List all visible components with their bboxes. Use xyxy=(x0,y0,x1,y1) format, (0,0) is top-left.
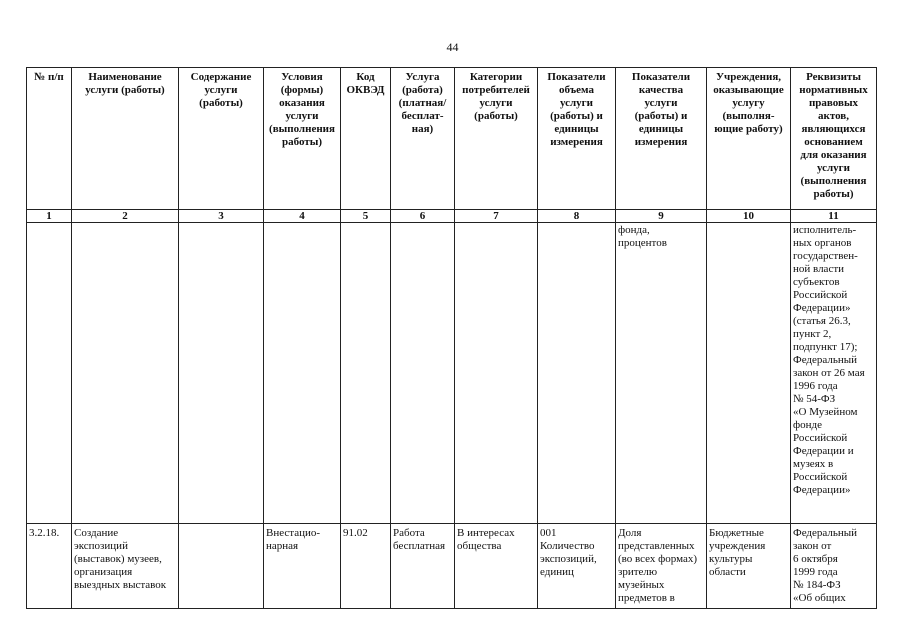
services-registry-table xyxy=(26,67,877,609)
cell-quality-indicators: фонда, процентов xyxy=(616,223,707,524)
header-cell-service-name: Наименование услуги (работы) xyxy=(72,68,179,210)
cell-consumers: В интересах общества xyxy=(455,524,538,609)
table-header-row xyxy=(27,68,877,210)
header-cell-okved: Код ОКВЭД xyxy=(341,68,391,210)
column-number: 7 xyxy=(455,210,538,223)
cell-consumers xyxy=(455,223,538,524)
cell-number xyxy=(27,223,72,524)
column-number: 4 xyxy=(264,210,341,223)
cell-content xyxy=(179,223,264,524)
header-cell-institutions: Учреждения, оказывающие услугу (выполня- ющие работу) xyxy=(707,68,791,210)
header-cell-quality-indicators: Показатели качества услуги (работы) и единицы измерения xyxy=(616,68,707,210)
column-number: 5 xyxy=(341,210,391,223)
table-row-continuation xyxy=(27,223,877,524)
cell-number: 3.2.18. xyxy=(27,524,72,609)
column-number: 10 xyxy=(707,210,791,223)
cell-legal-acts: Федеральный закон от 6 октября 1999 года № 184-ФЗ «Об общих xyxy=(791,524,877,609)
cell-legal-acts: исполнитель- ных органов государствен- ной власти субъектов Российской Федерации» (статья 26.3, пункт 2, подпункт 17); Федеральный закон от 26 мая 1996 года № 54-ФЗ «О Музейном фонде Российской Федерации и музеях в Российской Федерации» xyxy=(791,223,877,524)
header-cell-consumers: Категории потребителей услуги (работы) xyxy=(455,68,538,210)
cell-paid-free: Работа бесплатная xyxy=(391,524,455,609)
cell-conditions xyxy=(264,223,341,524)
column-number: 8 xyxy=(538,210,616,223)
cell-volume-indicators xyxy=(538,223,616,524)
column-number-row xyxy=(27,210,877,223)
page-number: 44 xyxy=(446,40,459,54)
header-cell-legal-acts: Реквизиты нормативных правовых актов, являющихся основанием для оказания услуги (выполнения работы) xyxy=(791,68,877,210)
header-cell-volume-indicators: Показатели объема услуги (работы) и единицы измерения xyxy=(538,68,616,210)
cell-conditions: Внестацио- нарная xyxy=(264,524,341,609)
cell-okved: 91.02 xyxy=(341,524,391,609)
cell-paid-free xyxy=(391,223,455,524)
cell-institutions: Бюджетные учреждения культуры области xyxy=(707,524,791,609)
column-number: 6 xyxy=(391,210,455,223)
column-number: 11 xyxy=(791,210,877,223)
cell-content xyxy=(179,524,264,609)
header-cell-number: № п/п xyxy=(27,68,72,210)
header-cell-conditions: Условия (формы) оказания услуги (выполнения работы) xyxy=(264,68,341,210)
cell-service-name: Создание экспозиций (выставок) музеев, организация выездных выставок xyxy=(72,524,179,609)
table-row-3-2-18 xyxy=(27,524,877,609)
header-cell-paid-free: Услуга (работа) (платная/ бесплат- ная) xyxy=(391,68,455,210)
cell-okved xyxy=(341,223,391,524)
column-number: 1 xyxy=(27,210,72,223)
header-cell-content: Содержание услуги (работы) xyxy=(179,68,264,210)
cell-volume-indicators: 001 Количество экспозиций, единиц xyxy=(538,524,616,609)
cell-institutions xyxy=(707,223,791,524)
column-number: 3 xyxy=(179,210,264,223)
cell-service-name xyxy=(72,223,179,524)
cell-quality-indicators: Доля представленных (во всех формах) зрителю музейных предметов в xyxy=(616,524,707,609)
column-number: 9 xyxy=(616,210,707,223)
column-number: 2 xyxy=(72,210,179,223)
